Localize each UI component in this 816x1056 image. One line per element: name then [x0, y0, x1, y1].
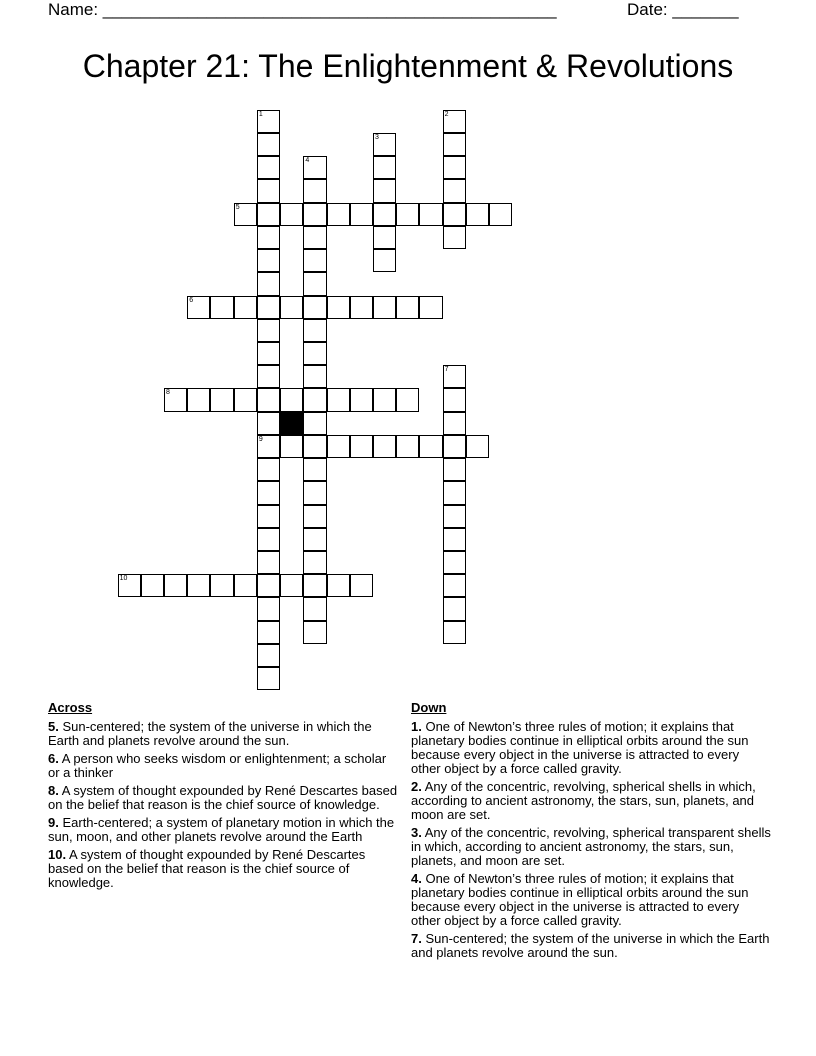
page-title: Chapter 21: The Enlightenment & Revolutions [82, 48, 734, 84]
grid-cell[interactable] [303, 621, 326, 644]
grid-cell[interactable] [303, 412, 326, 435]
grid-cell[interactable] [257, 644, 280, 667]
grid-cell[interactable] [257, 365, 280, 388]
grid-cell[interactable] [257, 249, 280, 272]
grid-cell[interactable] [210, 296, 233, 319]
grid-cell[interactable] [257, 296, 280, 319]
grid-cell[interactable] [257, 226, 280, 249]
grid-cell[interactable] [303, 226, 326, 249]
clue-down-1 [411, 720, 771, 776]
grid-number: 2 [444, 110, 449, 118]
across-heading: Across [48, 700, 93, 715]
grid-cell[interactable] [443, 551, 466, 574]
grid-cell[interactable] [327, 388, 350, 411]
grid-cell[interactable] [187, 388, 210, 411]
grid-cell[interactable] [303, 179, 326, 202]
clue-text: Any of the concentric, revolving, spherical transparent shells in which, according to ancient astronomy, the stars, sun, planets, and moon are set. [411, 825, 771, 868]
grid-cell[interactable] [280, 574, 303, 597]
clue-across-5 [48, 720, 400, 748]
clue-number: 7. [411, 931, 422, 946]
grid-cell[interactable] [257, 203, 280, 226]
down-clues [411, 701, 771, 964]
grid-cell[interactable] [443, 226, 466, 249]
grid-cell[interactable] [350, 388, 373, 411]
grid-cell[interactable] [327, 296, 350, 319]
grid-cell[interactable] [373, 203, 396, 226]
grid-cell[interactable] [257, 156, 280, 179]
grid-cell[interactable] [257, 179, 280, 202]
clue-text: A person who seeks wisdom or enlightenment; a scholar or a thinker [48, 751, 387, 780]
grid-cell[interactable] [257, 551, 280, 574]
clue-across-6 [48, 752, 400, 780]
clue-number: 5. [48, 719, 59, 734]
grid-cell[interactable] [466, 435, 489, 458]
grid-cell[interactable] [164, 574, 187, 597]
grid-cell[interactable] [443, 481, 466, 504]
across-clues [48, 701, 400, 894]
clue-number: 6. [48, 751, 59, 766]
clue-text: Any of the concentric, revolving, spherical shells in which, according to ancient astronomy, the stars, sun, planets, and moon are set. [411, 779, 756, 822]
grid-cell[interactable] [443, 179, 466, 202]
grid-cell[interactable] [443, 574, 466, 597]
grid-cell[interactable] [234, 388, 257, 411]
grid-cell[interactable] [303, 365, 326, 388]
grid-cell[interactable] [257, 481, 280, 504]
name-line: Name: ________________________________________________ [48, 0, 557, 19]
grid-cell[interactable] [257, 667, 280, 690]
grid-cell[interactable] [443, 133, 466, 156]
clue-text: Earth-centered; a system of planetary motion in which the sun, moon, and other planets revolve around the Earth [48, 815, 395, 844]
grid-cell[interactable] [350, 574, 373, 597]
grid-cell[interactable] [141, 574, 164, 597]
grid-cell[interactable] [303, 272, 326, 295]
grid-cell[interactable] [350, 435, 373, 458]
grid-cell[interactable] [234, 574, 257, 597]
grid-cell[interactable] [303, 481, 326, 504]
clue-text: A system of thought expounded by René Descartes based on the belief that reason is the chief source of knowledge. [48, 783, 398, 812]
clue-down-4 [411, 872, 771, 928]
grid-cell[interactable] [443, 597, 466, 620]
grid-number: 1 [258, 110, 263, 118]
grid-cell[interactable] [257, 342, 280, 365]
grid-cell[interactable] [234, 296, 257, 319]
grid-cell[interactable] [257, 574, 280, 597]
clue-down-3 [411, 826, 771, 868]
grid-cell[interactable] [257, 621, 280, 644]
grid-cell[interactable] [489, 203, 512, 226]
grid-cell[interactable] [303, 505, 326, 528]
clue-number: 10. [48, 847, 67, 862]
grid-cell[interactable] [466, 203, 489, 226]
grid-cell[interactable] [443, 528, 466, 551]
grid-cell[interactable] [373, 226, 396, 249]
grid-cell[interactable] [443, 412, 466, 435]
grid-cell[interactable] [303, 319, 326, 342]
grid-cell[interactable] [327, 203, 350, 226]
grid-cell[interactable] [373, 179, 396, 202]
grid-cell[interactable] [210, 388, 233, 411]
grid-cell[interactable] [257, 458, 280, 481]
grid-number: 5 [235, 203, 240, 211]
grid-cell[interactable] [396, 296, 419, 319]
grid-cell[interactable] [443, 388, 466, 411]
grid-cell[interactable] [257, 272, 280, 295]
down-heading: Down [411, 700, 447, 715]
grid-cell[interactable] [350, 203, 373, 226]
grid-cell[interactable] [373, 388, 396, 411]
grid-cell[interactable] [327, 574, 350, 597]
grid-cell[interactable] [396, 388, 419, 411]
grid-cell[interactable] [303, 296, 326, 319]
grid-cell[interactable] [303, 528, 326, 551]
grid-cell[interactable] [303, 597, 326, 620]
grid-number: 4 [305, 157, 310, 165]
grid-cell[interactable] [257, 597, 280, 620]
clue-number: 1. [411, 719, 422, 734]
grid-cell[interactable] [396, 203, 419, 226]
clue-text: Sun-centered; the system of the universe in which the Earth and planets revolve around the sun. [411, 931, 770, 960]
grid-cell[interactable] [280, 388, 303, 411]
grid-cell[interactable] [373, 296, 396, 319]
grid-block-cell [280, 412, 303, 435]
clue-across-9 [48, 816, 400, 844]
grid-cell[interactable] [257, 319, 280, 342]
grid-cell[interactable] [419, 296, 442, 319]
grid-cell[interactable] [303, 435, 326, 458]
clue-text: One of Newton’s three rules of motion; it explains that planetary bodies continue in elliptical orbits around the sun because every object in the universe is attracted to every other object by a force called gravity. [411, 719, 749, 776]
grid-cell[interactable] [210, 574, 233, 597]
grid-number: 3 [375, 134, 379, 142]
clue-number: 3. [411, 825, 422, 840]
grid-cell[interactable] [443, 203, 466, 226]
grid-cell[interactable] [327, 435, 350, 458]
grid-cell[interactable] [280, 203, 303, 226]
clue-text: One of Newton’s three rules of motion; it explains that planetary bodies continue in elliptical orbits around the sun because every object in the universe is attracted to every other object by a force called gravity. [411, 871, 749, 928]
grid-cell[interactable] [257, 133, 280, 156]
grid-cell[interactable] [303, 249, 326, 272]
clue-number: 4. [411, 871, 422, 886]
grid-cell[interactable] [303, 342, 326, 365]
grid-cell[interactable] [373, 156, 396, 179]
clue-text: Sun-centered; the system of the universe in which the Earth and planets revolve around the sun. [48, 719, 372, 748]
grid-cell[interactable] [443, 505, 466, 528]
grid-cell[interactable] [303, 458, 326, 481]
grid-cell[interactable] [257, 528, 280, 551]
clue-text: A system of thought expounded by René Descartes based on the belief that reason is the chief source of knowledge. [48, 847, 366, 890]
grid-cell[interactable] [257, 412, 280, 435]
grid-cell[interactable] [396, 435, 419, 458]
grid-cell[interactable] [443, 621, 466, 644]
grid-cell[interactable] [303, 551, 326, 574]
grid-number: 8 [166, 389, 170, 397]
grid-cell[interactable] [280, 435, 303, 458]
grid-cell[interactable] [280, 296, 303, 319]
grid-cell[interactable] [443, 156, 466, 179]
clue-number: 2. [411, 779, 422, 794]
grid-cell[interactable] [187, 574, 210, 597]
grid-cell[interactable] [443, 435, 466, 458]
grid-cell[interactable] [373, 249, 396, 272]
date-line: Date: _______ [627, 0, 739, 19]
grid-number: 6 [189, 296, 194, 304]
clue-number: 8. [48, 783, 59, 798]
grid-cell[interactable] [419, 203, 442, 226]
clue-across-10 [48, 848, 400, 890]
clue-down-2 [411, 780, 771, 822]
clue-number: 9. [48, 815, 59, 830]
grid-cell[interactable] [443, 458, 466, 481]
grid-number: 7 [444, 366, 449, 374]
grid-number: 10 [119, 575, 128, 583]
grid-cell[interactable] [303, 574, 326, 597]
grid-number: 9 [258, 435, 263, 443]
clue-down-7 [411, 932, 771, 960]
grid-cell[interactable] [373, 435, 396, 458]
grid-cell[interactable] [350, 296, 373, 319]
grid-cell[interactable] [419, 435, 442, 458]
grid-cell[interactable] [257, 505, 280, 528]
grid-cell[interactable] [303, 388, 326, 411]
clue-across-8 [48, 784, 400, 812]
grid-cell[interactable] [303, 203, 326, 226]
grid-cell[interactable] [257, 388, 280, 411]
